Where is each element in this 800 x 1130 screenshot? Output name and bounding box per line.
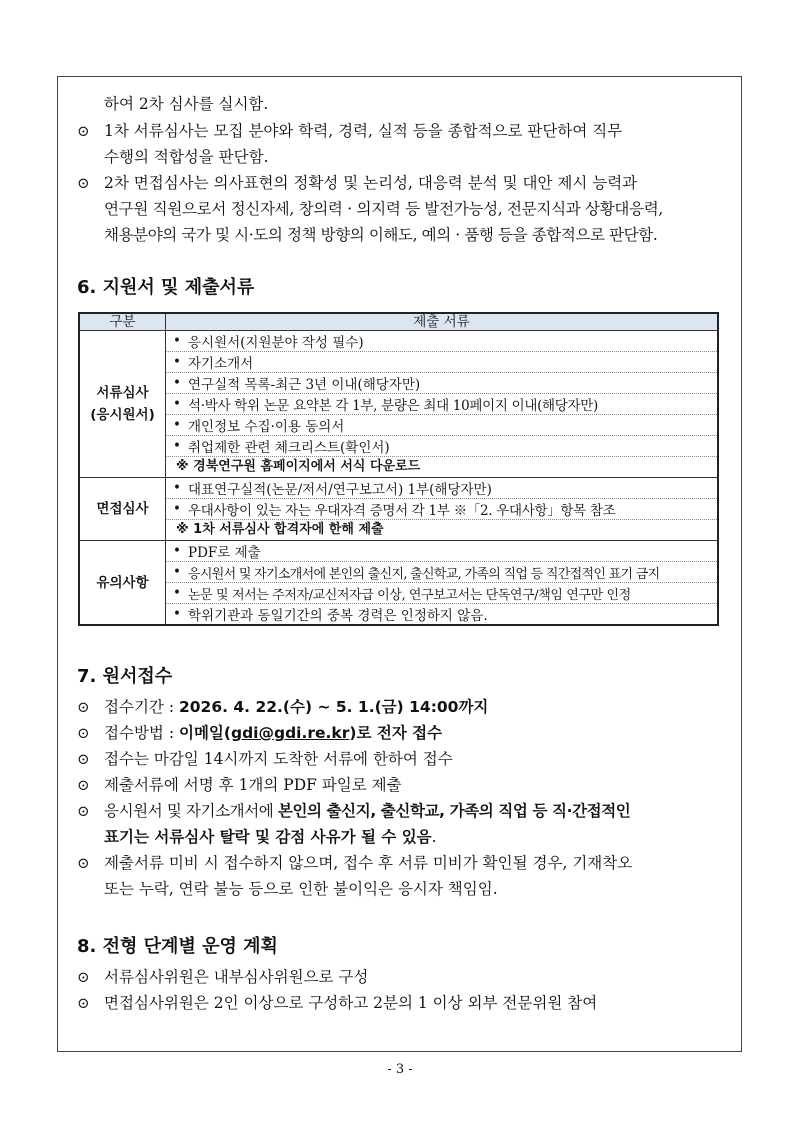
bullet-symbol: ⊙ [77, 750, 90, 768]
email-link[interactable]: gdi@gdi.re.kr [230, 724, 350, 742]
bullet-symbol: ⊙ [77, 724, 90, 742]
list-item [166, 415, 717, 436]
item-text: 개인정보 수집·이용 동의서 [188, 419, 345, 435]
screening-committee-note: 서류심사위원은 내부심사위원으로 구성 [104, 968, 369, 986]
bullet-symbol: ⊙ [77, 698, 90, 716]
category-label: 유의사항 [96, 574, 149, 591]
item-text: 응시원서(지원분야 작성 필수) [188, 335, 364, 351]
period-label: 접수기간 : [104, 698, 179, 716]
table-row [79, 478, 718, 541]
intro-continuation: 하여 2차 심사를 실시함. [104, 95, 269, 113]
row-note: ※ 경북연구원 홈페이지에서 서식 다운로드 [176, 459, 421, 474]
documents-table [78, 312, 719, 626]
section-8-title: 8. 전형 단계별 운영 계획 [77, 936, 278, 957]
item-text: 학위기관과 동일기간의 중복 경력은 인정하지 않음. [188, 608, 488, 624]
item-bullet: • [173, 417, 181, 433]
category-label: 서류심사 [96, 385, 149, 401]
bullet-symbol: ⊙ [77, 174, 90, 192]
reception-method [104, 723, 442, 743]
item-bullet: • [173, 480, 181, 496]
warning-bold-1: 본인의 출신지, 출신학교, 가족의 직업 등 직·간접적인 [277, 802, 631, 820]
item-text: 자기소개서 [188, 356, 254, 372]
list-item [166, 499, 717, 520]
page-number: - 3 - [387, 1062, 413, 1077]
method-pre: 이메일( [178, 724, 231, 742]
reception-warning-line-1 [104, 801, 630, 821]
item-text: 응시원서 및 자기소개서에 본인의 출신지, 출신학교, 가족의 직업 등 직간접적인 표기 금지 [188, 566, 660, 582]
warning-bold-2: 표기는 서류심사 탈락 및 감점 사유가 될 수 있음 [104, 828, 432, 846]
item-text: 우대사항이 있는 자는 우대자격 증명서 각 1부 ※「2. 우대사항」항목 참조 [188, 503, 616, 519]
warning-end: . [431, 828, 437, 846]
item-bullet: • [173, 438, 181, 454]
list-item [166, 541, 717, 562]
list-item [166, 583, 717, 604]
row-category [79, 331, 166, 478]
item-text: 취업제한 관련 체크리스트(확인서) [188, 440, 390, 456]
row-category [79, 478, 166, 541]
reception-responsibility-line-2: 또는 누락, 연락 불능 등으로 인한 불이익은 응시자 책임임. [104, 880, 498, 898]
intro-bullet-1-line-2: 수행의 적합성을 판단함. [104, 148, 269, 166]
item-bullet: • [173, 606, 181, 622]
row-items [166, 541, 719, 626]
period-value: 2026. 4. 22.(수) ~ 5. 1.(금) 14:00까지 [178, 698, 489, 716]
header-documents: 제출 서류 [166, 313, 719, 331]
intro-bullet-2-line-3: 채용분야의 국가 및 시·도의 정책 방향의 이해도, 예의 · 품행 등을 종합적으로 판단함. [104, 226, 658, 244]
item-bullet: • [173, 564, 181, 580]
item-bullet: • [173, 354, 181, 370]
bullet-symbol: ⊙ [77, 802, 90, 820]
row-items [166, 331, 719, 478]
intro-bullet-2-line-2: 연구원 직원으로서 정신자세, 창의력 · 의지력 등 발전가능성, 전문지식과 상황대응력, [104, 200, 664, 218]
list-item [166, 604, 717, 624]
row-items [166, 478, 719, 541]
list-item [166, 373, 717, 394]
list-item [166, 331, 717, 352]
bullet-symbol: ⊙ [77, 776, 90, 794]
list-item [166, 478, 717, 499]
reception-responsibility-line-1: 제출서류 미비 시 접수하지 않으며, 접수 후 서류 미비가 확인될 경우, 기재착오 [104, 854, 633, 872]
table-row [79, 541, 718, 626]
list-item [166, 394, 717, 415]
section-7-title: 7. 원서접수 [77, 666, 173, 687]
item-bullet: • [173, 333, 181, 349]
header-category: 구분 [79, 313, 166, 331]
item-text: 논문 및 저서는 주저자/교신저자급 이상, 연구보고서는 단독연구/책임 연구만 인정 [188, 587, 631, 603]
item-bullet: • [173, 543, 181, 559]
table-row [79, 331, 718, 478]
method-post: )로 전자 접수 [349, 724, 443, 742]
bullet-symbol: ⊙ [77, 122, 90, 140]
item-text: 석·박사 학위 논문 요약본 각 1부, 분량은 최대 10페이지 이내(해당자만) [188, 398, 598, 414]
category-sublabel: (응시원서) [90, 407, 155, 423]
item-bullet: • [173, 585, 181, 601]
item-bullet: • [173, 501, 181, 517]
list-item [166, 352, 717, 373]
list-item [166, 562, 717, 583]
row-category [79, 541, 166, 626]
intro-bullet-1-line-1: 1차 서류심사는 모집 분야와 학력, 경력, 실적 등을 종합적으로 판단하여 직무 [104, 122, 623, 140]
intro-bullet-2-line-1: 2차 면접심사는 의사표현의 정확성 및 논리성, 대응력 분석 및 대안 제시 능력과 [104, 174, 638, 192]
warning-pre: 응시원서 및 자기소개서에 [104, 802, 278, 820]
item-text: 연구실적 목록-최근 3년 이내(해당자만) [188, 377, 421, 393]
row-note: ※ 1차 서류심사 합격자에 한해 제출 [176, 522, 384, 537]
item-bullet: • [173, 375, 181, 391]
method-label: 접수방법 : [104, 724, 179, 742]
reception-period [104, 697, 488, 717]
item-bullet: • [173, 396, 181, 412]
interview-committee-note: 면접심사위원은 2인 이상으로 구성하고 2분의 1 이상 외부 전문위원 참여 [104, 994, 598, 1012]
bullet-symbol: ⊙ [77, 994, 90, 1012]
section-6-title: 6. 지원서 및 제출서류 [77, 277, 255, 298]
bullet-symbol: ⊙ [77, 968, 90, 986]
list-item [166, 436, 717, 457]
reception-pdf-note: 제출서류에 서명 후 1개의 PDF 파일로 제출 [104, 776, 402, 794]
reception-deadline-note: 접수는 마감일 14시까지 도착한 서류에 한하여 접수 [104, 750, 453, 768]
bullet-symbol: ⊙ [77, 854, 90, 872]
category-label: 면접심사 [96, 501, 149, 517]
table-header [79, 313, 718, 331]
reception-warning-line-2 [104, 827, 437, 847]
item-text: PDF로 제출 [188, 545, 261, 561]
item-text: 대표연구실적(논문/저서/연구보고서) 1부(해당자만) [188, 482, 492, 498]
